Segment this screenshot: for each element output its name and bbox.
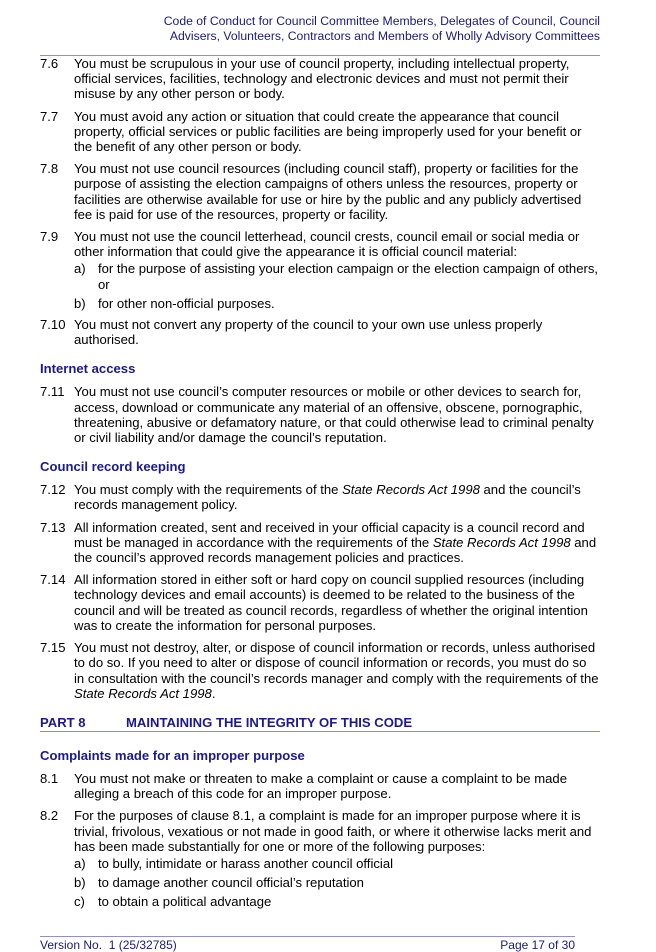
act-title: State Records Act 1998 [432, 534, 571, 550]
clause-text: For the purposes of clause 8.1, a complaint is made for an improper purpose where it is trivial, frivolous, vexatious or not made in good faith, or where it otherwise lacks merit and has been made substantially for one or more of the following purposes: [74, 808, 592, 854]
clause-number: 7.9 [40, 229, 59, 245]
clause-7-9 [40, 229, 600, 259]
clause-number: 7.10 [40, 317, 66, 333]
version-number: Version No. 1 (25/32785) [40, 938, 177, 952]
subitem-b [74, 875, 600, 890]
clause-8-2 [40, 808, 600, 854]
act-title: State Records Act 1998 [342, 482, 480, 498]
clause-text [74, 520, 600, 566]
clause-number: 7.6 [40, 56, 59, 71]
clause-text: You must not use the council letterhead, council crests, council email or social media or other information that could give the appearance it is official council material: [74, 229, 580, 260]
clause-7-7 [40, 109, 600, 155]
clause-7-15 [40, 640, 600, 701]
subitem-c [74, 894, 600, 909]
subitem-text: to bully, intimidate or harass another council official [98, 855, 394, 871]
clause-number: 7.8 [40, 161, 59, 177]
subitem-letter: a) [74, 855, 86, 871]
clause-number: 7.15 [40, 640, 66, 656]
subitem-letter: a) [74, 261, 86, 277]
footer-divider [40, 936, 575, 937]
subitem-a [74, 856, 600, 871]
act-title: State Records Act 1998 [74, 685, 212, 701]
subitem-letter: c) [74, 894, 85, 910]
document-header [40, 14, 600, 44]
subitem-b [74, 296, 600, 311]
clause-7-6 [40, 56, 600, 102]
text-run: . [211, 685, 216, 701]
clause-text [74, 640, 600, 701]
clause-text: You must not make or threaten to make a complaint or cause a complaint to be made alleging a breach of this code for an improper purpose. [74, 770, 567, 802]
clause-number: 7.13 [40, 519, 66, 535]
subitem-text: to damage another council official’s reputation [98, 875, 364, 891]
clause-7-8 [40, 161, 600, 222]
header-line-2: Advisers, Volunteers, Contractors and Members of Wholly Advisory Committees [169, 29, 600, 43]
clause-number: 7.7 [40, 108, 59, 124]
header-line-1: Code of Conduct for Council Committee Members, Delegates of Council, Council [163, 14, 600, 28]
subitem-text: for the purpose of assisting your election campaign or the election campaign of others, or [98, 261, 599, 292]
clause-8-1 [40, 771, 600, 801]
subitem-letter: b) [74, 295, 86, 311]
clause-text: You must not use council resources (including council staff), property or facilities for the purpose of assisting the election campaigns of others unless the resources, property or facilities are otherwise available for use or hire by the public and any publicly advertised fee is paid for use of the resources, property or facility. [74, 161, 582, 222]
clause-number: 7.12 [40, 482, 66, 498]
subitem-text: to obtain a political advantage [98, 894, 272, 910]
clause-text [74, 482, 600, 512]
clause-text: You must be scrupulous in your use of council property, including intellectual property, official services, facilities, technology and electronic devices and must not permit their misuse by any other person or body. [74, 56, 570, 102]
text-run: and the council’s records management policy. [74, 482, 581, 513]
text-run: and the council’s approved records management policies and practices. [74, 534, 597, 566]
heading-council-record-keeping: Council record keeping [40, 459, 186, 475]
clause-7-12 [40, 482, 600, 512]
text-run: You must comply with the requirements of the [74, 482, 343, 498]
clause-8-2-subitems [66, 856, 600, 910]
clause-7-10 [40, 317, 600, 347]
clause-text: You must not convert any property of the council to your own use unless properly authorised. [74, 317, 543, 348]
part-number: PART 8 [40, 714, 86, 730]
text-run: All information created, sent and received in your official capacity is a council record and must be managed in accordance with the requirements of the [74, 519, 585, 550]
clause-7-9-subitems [66, 261, 600, 311]
page-number: Page 17 of 30 [500, 938, 575, 952]
part-title: MAINTAINING THE INTEGRITY OF THIS CODE [126, 714, 413, 730]
heading-internet-access: Internet access [40, 361, 136, 377]
clause-number: 8.1 [40, 770, 59, 786]
part-8-heading [40, 715, 600, 732]
document-body [40, 56, 600, 914]
clause-7-11 [40, 384, 600, 445]
clause-number: 7.14 [40, 572, 66, 588]
subitem-a [74, 261, 600, 291]
subitem-text: for other non-official purposes. [98, 295, 275, 311]
heading-complaints-improper-purpose: Complaints made for an improper purpose [40, 747, 305, 763]
clause-7-13 [40, 520, 600, 566]
clause-text: All information stored in either soft or hard copy on council supplied resources (including technology devices and email accounts) is deemed to be related to the business of the council and will be treated as council records, regardless of whether the original intention was to create the information for personal purposes. [74, 572, 588, 633]
clause-text: You must avoid any action or situation that could create the appearance that council property, official services or public facilities are being improperly used for your benefit or the benefit of any other person or body. [74, 108, 582, 155]
text-run: You must not destroy, alter, or dispose of council information or records, unless authorised to do so. If you need to alter or dispose of council information or records, you must do so in consultation with the council’s records manager and comply with the requirements of the [74, 640, 599, 686]
clause-number: 8.2 [40, 808, 59, 824]
clause-number: 7.11 [40, 384, 65, 400]
clause-text: You must not use council’s computer resources or mobile or other devices to search for, access, download or communicate any material of an offensive, obscene, pornographic, threatening, abusive or defamatory nature, or that could otherwise lead to criminal penalty or civil liability and/or damage the council’s reputation. [74, 384, 594, 446]
clause-7-14 [40, 572, 600, 633]
subitem-letter: b) [74, 875, 86, 891]
